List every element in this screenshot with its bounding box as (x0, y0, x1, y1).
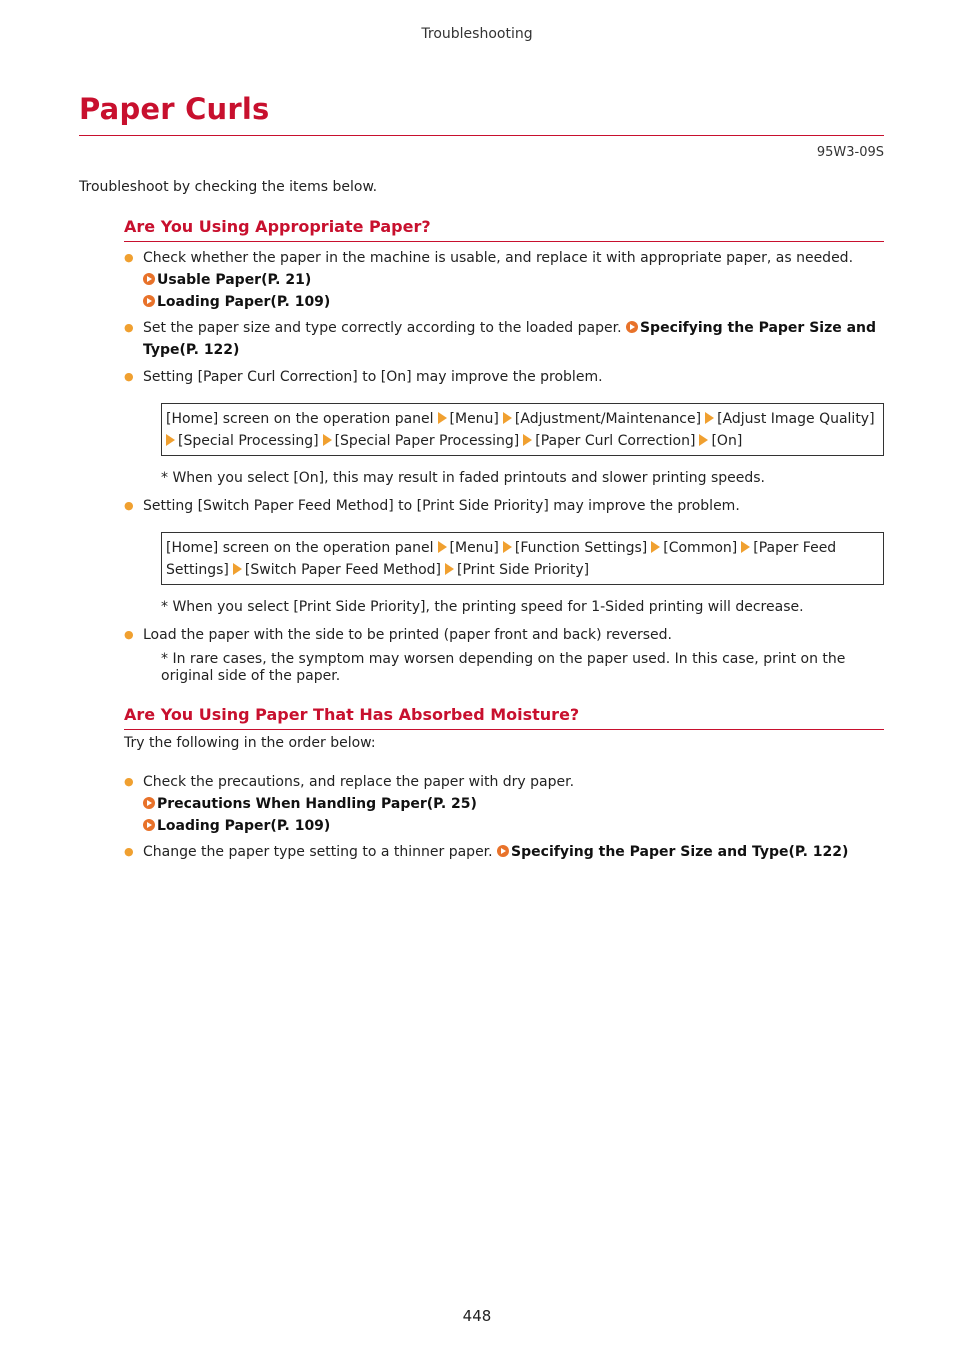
bullet-icon: ● (124, 370, 134, 383)
page-title: Paper Curls (79, 92, 270, 126)
link-arrow-icon (143, 273, 155, 285)
list-item-text: Setting [Switch Paper Feed Method] to [Print Side Priority] may improve the problem. (143, 498, 740, 514)
path-arrow-icon (651, 541, 660, 553)
path-step: [Common] (663, 540, 738, 556)
path-arrow-icon (445, 563, 454, 575)
bullet-icon: ● (124, 775, 134, 788)
section-divider (124, 729, 884, 730)
list-item (124, 771, 884, 837)
path-step: [Print Side Priority] (457, 562, 590, 578)
link-loading-paper[interactable]: Loading Paper(P. 109) (157, 818, 331, 834)
list-item (124, 495, 884, 517)
page-number: 448 (462, 1307, 492, 1325)
bullet-icon: ● (124, 628, 134, 641)
link-loading-paper[interactable]: Loading Paper(P. 109) (157, 294, 331, 310)
list-item-text: Check whether the paper in the machine is usable, and replace it with appropriate paper, as needed. (143, 250, 854, 266)
path-step: [On] (711, 433, 743, 449)
list-item-text: Setting [Paper Curl Correction] to [On] may improve the problem. (143, 369, 603, 385)
path-arrow-icon (741, 541, 750, 553)
section-title-absorbed-moisture: Are You Using Paper That Has Absorbed Moisture? (124, 705, 580, 724)
note-text: * In rare cases, the symptom may worsen depending on the paper used. In this case, print on the original side of the paper. (161, 651, 846, 684)
path-step: [Function Settings] (514, 540, 648, 556)
note-text: * When you select [Print Side Priority], the printing speed for 1-Sided printing will decrease. (161, 599, 804, 615)
document-id: 95W3-09S (816, 145, 884, 160)
path-step: [Adjust Image Quality] (717, 411, 875, 427)
note-text: * When you select [On], this may result in faded printouts and slower printing speeds. (161, 470, 766, 486)
bullet-icon: ● (124, 321, 134, 334)
bullet-icon: ● (124, 845, 134, 858)
path-arrow-icon (438, 541, 447, 553)
path-arrow-icon (705, 412, 714, 424)
path-step: [Home] screen on the operation panel (166, 540, 434, 556)
path-step: [Home] screen on the operation panel (166, 411, 434, 427)
list-item (124, 247, 884, 313)
link-arrow-icon (497, 845, 509, 857)
menu-path-box (161, 532, 884, 585)
section-title-appropriate-paper: Are You Using Appropriate Paper? (124, 217, 431, 236)
path-arrow-icon (233, 563, 242, 575)
path-arrow-icon (503, 412, 512, 424)
list-item-text: Check the precautions, and replace the paper with dry paper. (143, 774, 575, 790)
path-step: [Adjustment/Maintenance] (514, 411, 702, 427)
path-step: [Switch Paper Feed Method] (244, 562, 442, 578)
link-arrow-icon (143, 819, 155, 831)
path-step: [Special Processing] (178, 433, 319, 449)
running-header: Troubleshooting (421, 26, 533, 42)
list-item-text: Load the paper with the side to be printed (paper front and back) reversed. (143, 627, 672, 643)
section-intro-text: Try the following in the order below: (124, 735, 376, 751)
link-arrow-icon (626, 321, 638, 333)
link-arrow-icon (143, 797, 155, 809)
list-item (124, 366, 884, 388)
path-arrow-icon (699, 434, 708, 446)
bullet-icon: ● (124, 499, 134, 512)
path-arrow-icon (438, 412, 447, 424)
path-step: [Paper Feed Settings] (166, 540, 837, 578)
list-item (124, 624, 884, 646)
path-arrow-icon (166, 434, 175, 446)
link-precautions-handling-paper[interactable]: Precautions When Handling Paper(P. 25) (157, 796, 477, 812)
path-step: [Menu] (449, 540, 499, 556)
path-arrow-icon (523, 434, 532, 446)
menu-path-box (161, 403, 884, 456)
link-arrow-icon (143, 295, 155, 307)
path-step: [Menu] (449, 411, 499, 427)
list-item (124, 317, 884, 361)
path-step: [Special Paper Processing] (334, 433, 520, 449)
link-specifying-paper-size[interactable]: Specifying the Paper Size and Type(P. 122) (143, 320, 877, 358)
list-item-text: Set the paper size and type correctly according to the loaded paper. (143, 320, 626, 336)
section-divider (124, 241, 884, 242)
path-step: [Paper Curl Correction] (535, 433, 696, 449)
intro-text: Troubleshoot by checking the items below. (79, 179, 378, 195)
link-usable-paper[interactable]: Usable Paper(P. 21) (157, 272, 312, 288)
title-divider (79, 135, 884, 136)
path-arrow-icon (323, 434, 332, 446)
list-item (124, 841, 884, 863)
link-specifying-paper-size[interactable]: Specifying the Paper Size and Type(P. 122) (511, 844, 849, 860)
path-arrow-icon (503, 541, 512, 553)
list-item-text: Change the paper type setting to a thinner paper. (143, 844, 498, 860)
bullet-icon: ● (124, 251, 134, 264)
